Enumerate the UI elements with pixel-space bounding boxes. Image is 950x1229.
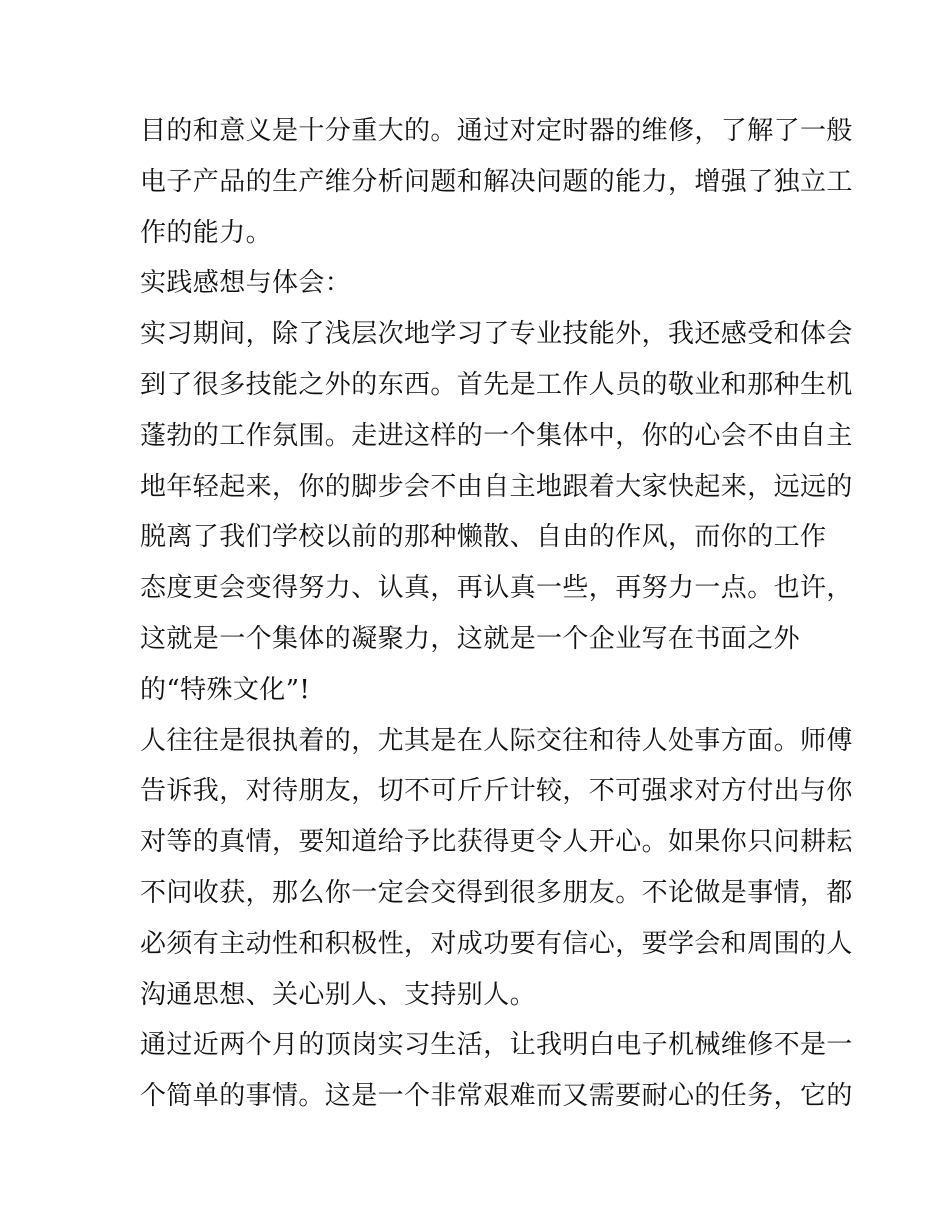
text-line: 这就是一个集体的凝聚力，这就是一个企业写在书面之外	[140, 623, 801, 654]
text-line: 脱离了我们学校以前的那种懒散、自由的作风，而你的工作	[140, 522, 827, 553]
text-line: 个简单的事情。这是一个非常艰难而又需要耐心的任务，它的	[140, 1081, 853, 1112]
text-line: 沟通思想、关心别人、支持别人。	[140, 979, 537, 1010]
text-line: 实习期间，除了浅层次地学习了专业技能外，我还感受和体会	[140, 319, 853, 350]
text-line: 目的和意义是十分重大的。通过对定时器的维修，了解了一般	[140, 116, 853, 146]
text-line: 电子产品的生产维分析问题和解决问题的能力，增强了独立工	[140, 166, 853, 197]
text-line: 的“特殊文化”!	[140, 674, 311, 705]
text-line: 人往往是很执着的，尤其是在人际交往和待人处事方面。师傅	[140, 725, 853, 756]
text-line: 地年轻起来，你的脚步会不由自主地跟着大家快起来，远远的	[140, 471, 853, 502]
section-heading: 实践感想与体会：	[140, 268, 352, 299]
text-line: 告诉我，对待朋友，切不可斤斤计较，不可强求对方付出与你	[140, 776, 853, 807]
document-body	[140, 106, 853, 1122]
text-line: 蓬勃的工作氛围。走进这样的一个集体中，你的心会不由自主	[140, 420, 853, 451]
text-line: 必须有主动性和积极性，对成功要有信心，要学会和周围的人	[140, 928, 853, 959]
text-line: 通过近两个月的顶岗实习生活，让我明白电子机械维修不是一	[140, 1030, 853, 1061]
text-line: 不问收获，那么你一定会交得到很多朋友。不论做是事情，都	[140, 877, 853, 908]
text-line: 作的能力。	[140, 217, 273, 248]
text-line: 对等的真情，要知道给予比获得更令人开心。如果你只问耕耘	[140, 827, 853, 858]
text-line: 到了很多技能之外的东西。首先是工作人员的敬业和那种生机	[140, 369, 853, 400]
text-line: 态度更会变得努力、认真，再认真一些，再努力一点。也许，	[140, 573, 853, 604]
